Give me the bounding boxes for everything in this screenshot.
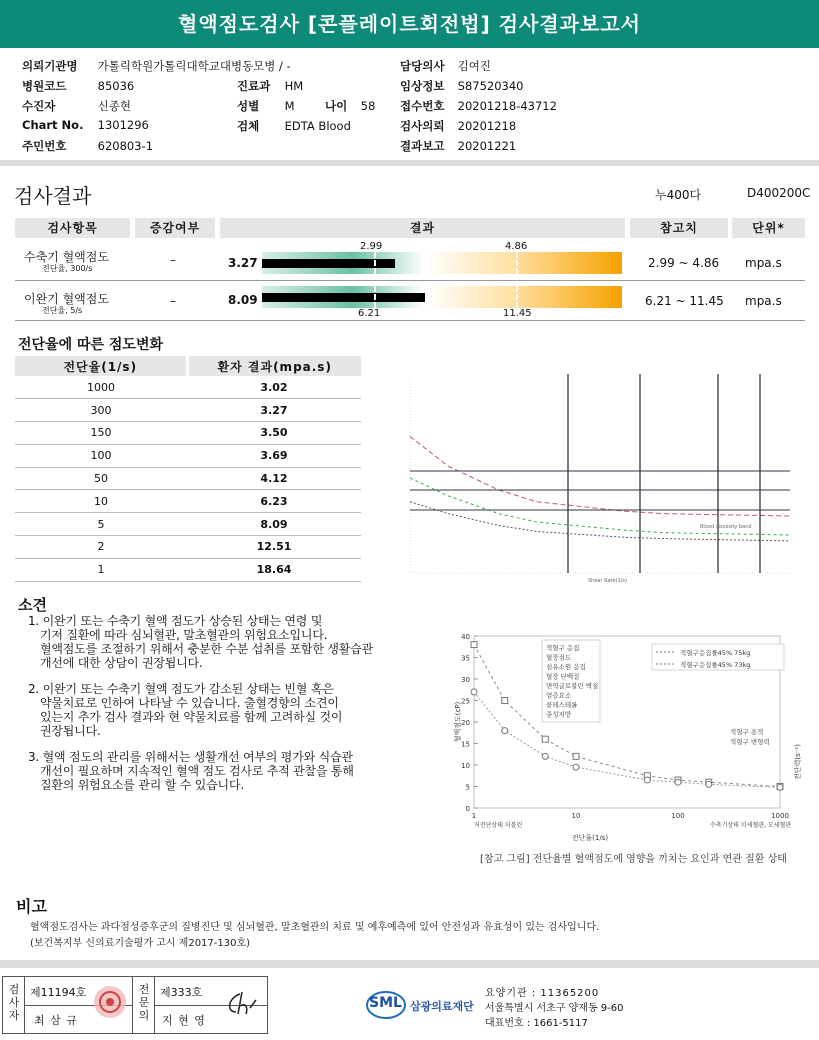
test-code-2: D400200C <box>747 186 811 200</box>
shear-title: 전단율에 따른 점도변화 <box>18 337 163 353</box>
y-tick-label: 15 <box>461 740 470 749</box>
x-tick-label: 10 <box>571 812 581 820</box>
y-tick-label: 35 <box>461 654 470 663</box>
x-tick-label: 100 <box>671 812 685 820</box>
table-row: 10 6.23 <box>15 490 361 513</box>
opinion-line: 개선에 대한 상담이 권장됩니다. <box>40 656 203 670</box>
chart1-axes <box>410 378 790 573</box>
table-row: 150 3.50 <box>15 422 361 445</box>
y-tick-label: 40 <box>461 633 470 641</box>
opinion-line: 권장됩니다. <box>40 724 101 738</box>
factor-label: 콜레스테롤 <box>546 701 578 709</box>
factor-label: 적혈구 용적 <box>730 728 764 736</box>
specialist-no: 제333호 <box>160 986 203 999</box>
table-row: 1 18.64 <box>15 558 361 581</box>
opinion-line: 1. 이완기 또는 수축기 혈액 점도가 상승된 상태는 연령 및 <box>28 614 323 628</box>
opinion-line: 약물치료로 인하여 나타날 수 있습니다. 출혈경향의 소견이 <box>40 696 339 710</box>
signature <box>222 988 262 1020</box>
address: 서울특별시 서초구 양재동 9-60 <box>485 1003 624 1014</box>
viscosity-chart <box>398 368 798 583</box>
factor-label: 섬유소원 응집 <box>546 663 586 671</box>
test-code: 누400다 <box>655 188 702 202</box>
data-point <box>502 728 508 734</box>
table-row: 300 3.27 <box>15 399 361 422</box>
opinion-line: 질환의 위험요소를 관리 할 수 있습니다. <box>40 778 244 792</box>
legend-label: 적혈구응집률45% 75kg <box>680 649 751 657</box>
data-point <box>573 764 579 770</box>
table-row: 50 4.12 <box>15 467 361 490</box>
opinion-line: 혈액점도를 조절하기 위해서 충분한 수분 섭취를 포함한 생활습관 <box>40 642 373 656</box>
series-line-upper <box>410 436 790 516</box>
divider <box>0 160 819 166</box>
remark-line: 혈액점도검사는 과다점성증후군의 질병진단 및 심뇌혈관, 말초혈관의 치료 및 예후예측에 있어 안전성과 유효성이 있는 검사입니다. <box>30 922 600 933</box>
opinion-line: 2. 이완기 또는 수축기 혈액 점도가 감소된 상태는 빈혈 혹은 <box>28 682 334 696</box>
remark-line: (보건복지부 신의료기술평가 고시 제2017-130호) <box>30 938 251 949</box>
result-value: 3.27 <box>228 256 258 270</box>
legend-label: 적혈구응집률45% 73kg <box>680 661 751 669</box>
series-line-lower <box>410 502 790 541</box>
table-row: 2 12.51 <box>15 536 361 559</box>
data-point <box>777 784 783 790</box>
col-change: 증감여부 <box>135 218 215 238</box>
specialist-name: 지 현 영 <box>162 1014 206 1027</box>
reference-chart <box>440 622 810 867</box>
data-point <box>471 689 477 695</box>
x-tick-label: 1 <box>471 812 477 820</box>
y-tick-label: 30 <box>461 676 470 684</box>
y-tick-label: 25 <box>461 697 470 706</box>
examiner-name: 최 삼 규 <box>34 1014 78 1027</box>
opinion-line: 개선이 필요하며 지속적인 혈액 점도 검사로 추적 관찰을 통해 <box>40 764 354 778</box>
y-tick-label: 0 <box>465 805 470 813</box>
table-row: 5 8.09 <box>15 513 361 536</box>
doctor: 김여진 <box>457 59 491 73</box>
shear-table: 전단율(1/s) 환자 결과(mpa.s) 1000 3.02 300 3.27 150 3.50 100 3.69 50 4.12 10 6.23 5 8.09 2 12.51 1 18.64 <box>15 356 361 582</box>
col-result: 결과 <box>220 218 625 238</box>
examiner-no: 제11194호 <box>30 986 87 999</box>
data-point <box>573 753 579 759</box>
opinion-line: 3. 혈액 점도의 관리를 위해서는 생활개선 여부의 평가와 식습관 <box>28 750 353 764</box>
opinion-line: 있는지 추가 검사 결과와 현 약물치료를 함께 고려하실 것이 <box>40 710 343 724</box>
chart2-xlow-label: 저전단상태 더블린 <box>474 822 523 829</box>
data-point <box>542 753 548 759</box>
data-point <box>542 736 548 742</box>
phone: 대표번호 : 1661-5117 <box>485 1018 588 1029</box>
chart1-annotation: Blood viscosity band <box>700 524 752 530</box>
col-unit: 단위* <box>732 218 805 238</box>
data-point <box>471 642 477 648</box>
y-tick-label: 10 <box>461 762 470 770</box>
care-code: 요양기관 : 11365200 <box>485 988 600 999</box>
sml-logo: SML <box>366 988 406 1020</box>
institution: 가톨릭학원가톨릭대학교대병동모병 / - <box>97 59 291 73</box>
opinion-line: 기저 질환에 따라 심뇌혈관, 말초혈관의 위험요소입니다. <box>40 628 328 642</box>
foundation-name: 삼광의료재단 <box>410 1000 474 1013</box>
chart1-xlabel: Shear Rate(1/s) <box>588 578 627 583</box>
factor-label: 혈장 단백질 <box>546 672 580 681</box>
data-point <box>644 777 650 783</box>
chart2-xhigh-label: 수축기상태 미세혈관, 모세혈관 <box>710 822 792 829</box>
data-point <box>675 779 681 785</box>
remark-title: 비고 <box>16 897 47 916</box>
table-row: 100 3.69 <box>15 444 361 467</box>
y-tick-label: 5 <box>465 783 470 792</box>
factor-label: 적혈구 응집 <box>546 644 580 652</box>
opinion-title: 소견 <box>18 596 47 614</box>
chart2-caption: [참고 그림] 전단율별 혈액점도에 영향을 끼치는 요인과 연관 질환 상태 <box>480 854 787 865</box>
report-title: 혈액점도검사 [콘플레이트회전법] 검사결과보고서 <box>0 0 819 48</box>
chart2-ylabel: 혈액점도(cP) <box>454 701 462 743</box>
data-point <box>502 698 508 704</box>
y-tick-label: 20 <box>461 719 470 727</box>
seal-stamp <box>92 982 128 1022</box>
results-title: 검사결과 <box>14 184 92 208</box>
factor-label: 혈장점도 <box>546 653 572 662</box>
data-point <box>706 781 712 787</box>
factor-label: 염증요소 <box>546 691 572 700</box>
specialist-label: 전 문 의 <box>138 983 150 1022</box>
factor-label: 적혈구 변형력 <box>730 738 770 746</box>
col-item: 검사항목 <box>15 218 130 238</box>
examiner-label: 검 사 자 <box>8 983 20 1022</box>
result-bar-fill <box>262 293 425 302</box>
factor-label: 면역글로불린 벽질 <box>546 682 599 690</box>
table-row: 1000 3.02 <box>15 376 361 399</box>
chart2-xlabel: 전단율(1/s) <box>571 834 609 842</box>
x-tick-label: 1000 <box>771 812 789 820</box>
factor-label: 중성지방 <box>546 710 572 719</box>
patient-name: 신종현 <box>97 99 131 113</box>
chart2-y2label: 전단력(s⁻¹) <box>794 744 802 780</box>
result-value: 8.09 <box>228 293 258 307</box>
col-ref: 참고치 <box>630 218 728 238</box>
